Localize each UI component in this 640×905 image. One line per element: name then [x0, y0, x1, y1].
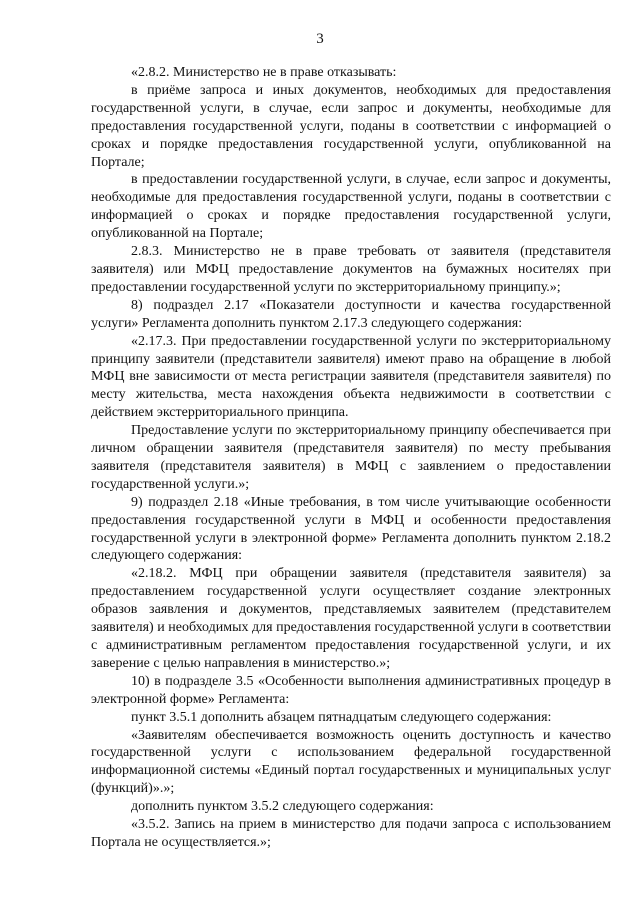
- paragraph-extraterritorial: Предоставление услуги по экстерриториальному принципу обеспечивается при личном обращении заявителя (представителя заявителя) по месту пребывания заявителя (представителя заявителя) в МФЦ с заявлением о предоставлении государственной услуги.»;: [91, 423, 611, 492]
- paragraph-3-5-2-text: «3.5.2. Запись на прием в министерство для подачи запроса с использованием Портала не осуществляется.»;: [91, 817, 611, 850]
- paragraph-2-8-3: 2.8.3. Министерство не в праве требовать от заявителя (представителя заявителя) или МФЦ предоставление документов на бумажных носителях при предоставлении государственной услуги по экстерриториальному принципу.»;: [91, 244, 611, 295]
- paragraph-2-8-2-heading: «2.8.2. Министерство не в праве отказывать:: [131, 65, 397, 80]
- paragraph-refusal-provision: в предоставлении государственной услуги, в случае, если запрос и документы, необходимые для предоставления государственной услуги, поданы в соответствии с информацией о сроках и порядке предоставления государственной услуги, опубликованной на Портале;: [91, 172, 611, 242]
- paragraph-item-8: 8) подраздел 2.17 «Показатели доступности и качества государственной услуги» Регламента дополнить пунктом 2.17.3 следующего содержания:: [91, 297, 611, 331]
- paragraph-refusal-reception: в приёме запроса и иных документов, необходимых для предоставления государственной услуги, в случае, если запрос и документы, необходимые для предоставления государственной услуги, поданы в соответствии с информацией о сроках и порядке предоставления государственной услуги, опубликованной на Портале;: [91, 82, 611, 170]
- paragraph-2-18-2: «2.18.2. МФЦ при обращении заявителя (представителя заявителя) за предоставлением государственной услуги осуществляет создание электронных образов заявления и документов, представляемых заявителем (представителем заявителя) и необходимых для предоставления государственной услуги в соответствии с административным регламентом предоставления государственной услуги, и их заверение с целью направления в министерство.»;: [91, 566, 611, 671]
- page-number: 3: [316, 31, 324, 47]
- paragraph-3-5-1-text: «Заявителям обеспечивается возможность оценить доступность и качество государственной услуги с использованием федеральной государственной информационной системы «Единый портал государственных и муниципальных услуг (функций)».»;: [91, 727, 611, 797]
- paragraph-3-5-2-intro: дополнить пунктом 3.5.2 следующего содержания:: [131, 799, 434, 815]
- paragraph-3-5-1-intro: пункт 3.5.1 дополнить абзацем пятнадцатым следующего содержания:: [131, 709, 552, 725]
- paragraph-2-17-3: «2.17.3. При предоставлении государственной услуги по экстерриториальному принципу заявители (представители заявителя) имеют право на обращение в любой МФЦ вне зависимости от места регистрации заявителя (представителя заявителя) по месту жительства, места нахождения объекта недвижимости в соответствии с действием экстерриториального принципа.: [91, 333, 611, 421]
- paragraph-item-10: 10) в подразделе 3.5 «Особенности выполнения административных процедур в электронной форме» Регламента:: [91, 673, 611, 707]
- document-body: [91, 64, 611, 852]
- paragraph-item-9: 9) подраздел 2.18 «Иные требования, в том числе учитывающие особенности предоставления государственной услуги в МФЦ и особенности предоставления государственной услуги в электронной форме» Регламента дополнить пунктом 2.18.2 следующего содержания:: [91, 494, 611, 564]
